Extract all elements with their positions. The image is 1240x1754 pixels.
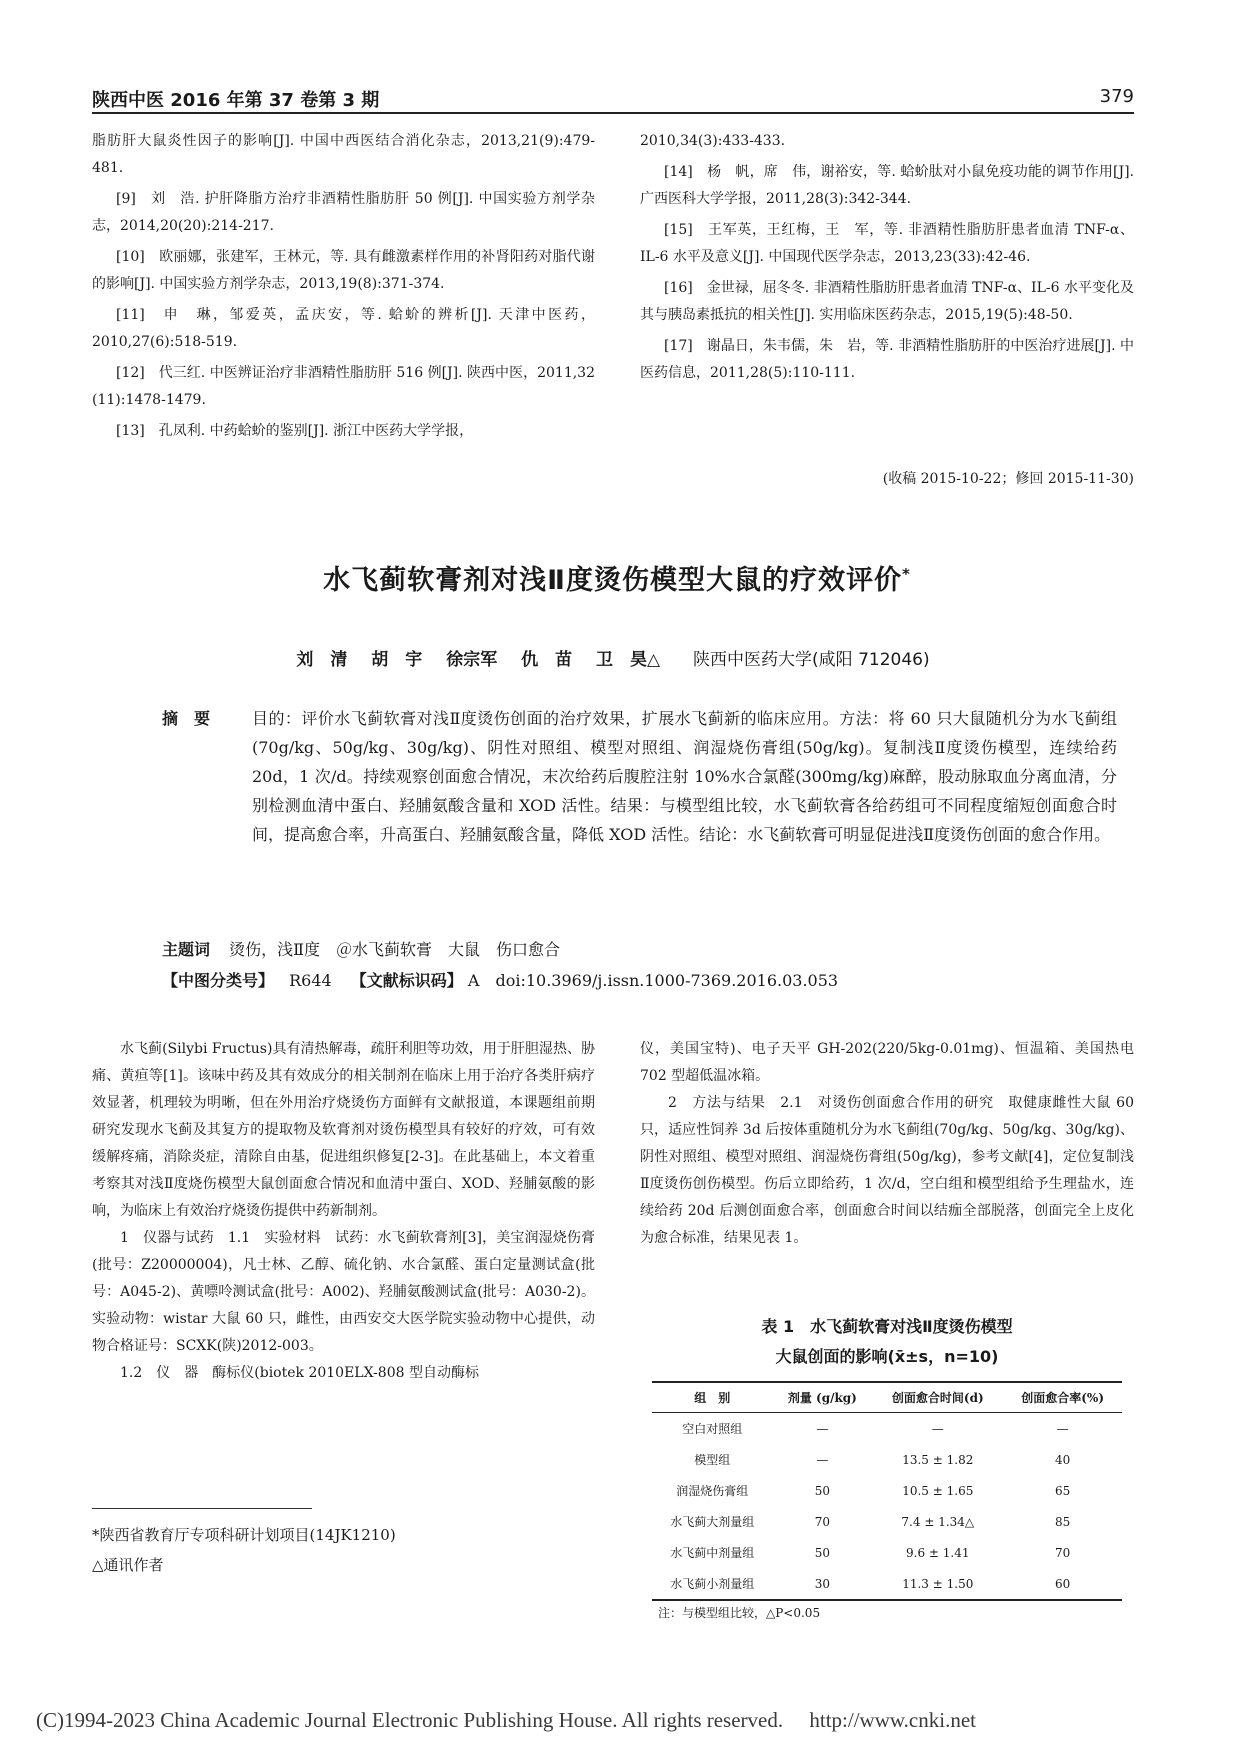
doc-code-value: A doi:10.3969/j.issn.1000-7369.2016.03.053 <box>467 971 839 990</box>
author-name: 仇 苗 <box>521 650 573 670</box>
table-cell: 40 <box>1055 1452 1071 1467</box>
running-header <box>92 86 1134 114</box>
article-title-text: 水飞蓟软膏剂对浅Ⅱ度烫伤模型大鼠的疗效评价 <box>323 565 902 596</box>
body-paragraph: 水飞蓟(Silybi Fructus)具有清热解毒，疏肝利胆等功效，用于肝胆湿热、胁痛、黄疸等[1]。该味中药及其有效成分的相关制剂在临床上用于治疗各类肝病疗效显著，机理较为明晰，但在外用治疗烧烫伤方面鲜有文献报道，本课题组前期研究发现水飞蓟及其复方的提取物及软膏剂对烫伤模型具有较好的疗效，可有效缓解疼痛，消除炎症，清除自由基，促进组织修复[2-3]。在此基础上，本文着重考察其对浅Ⅱ度烧伤模型大鼠创面愈合情况和血清中蛋白、XOD、羟脯氨酸的影响，为临床上有效治疗烧烫伤提供中药新制剂。 <box>92 1041 595 1219</box>
reference-item: [13] 孔凤利. 中药蛤蚧的鉴别[J]. 浙江中医药大学学报， <box>116 423 474 439</box>
table-cell: 9.6 ± 1.41 <box>906 1545 970 1560</box>
author-name: 胡 宇 <box>371 650 423 670</box>
reference-item: [11] 申 琳，邹爱英，孟庆安，等. 蛤蚧的辨析[J]. 天津中医药，2010,27(6):518-519. <box>92 307 595 350</box>
received-date: (收稿 2015-10-22；修回 2015-11-30) <box>882 471 1134 487</box>
keywords-line <box>162 937 560 960</box>
body-left-column <box>92 1036 595 1387</box>
abstract-text: 目的：评价水飞蓟软膏对浅Ⅱ度烫伤创面的治疗效果，扩展水飞蓟新的临床应用。方法：将 60 只大鼠随机分为水飞蓟组(70g/kg、50g/kg、30g/kg)、阴性对照组、模型对照组、润湿烧伤膏组(50g/kg)。复制浅Ⅱ度烫伤模型，连续给药 20d，1 次/d。持续观察创面愈合情况，末次给药后腹腔注射 10%水合氯醛(300mg/kg)麻醉，股动脉取血分离血清，分别检测血清中蛋白、羟脯氨酸含量和 XOD 活性。结果：与模型组比较，水飞蓟软膏各给药组可不同程度缩短创面愈合时间，提高愈合率，升高蛋白、羟脯氨酸含量，降低 XOD 活性。结论：水飞蓟软膏可明显促进浅Ⅱ度烫伤创面的愈合作用。 <box>252 709 1117 844</box>
column-header: 剂量 (g/kg) <box>772 1382 872 1413</box>
table-cell: 空白对照组 <box>682 1422 743 1436</box>
author-line <box>92 645 1134 670</box>
table-cell: 70 <box>1055 1545 1071 1560</box>
table-cell: 70 <box>814 1514 830 1529</box>
reference-item: [16] 金世禄，屈冬冬. 非酒精性脂肪肝患者血清 TNF-α、IL-6 水平变化及其与胰岛素抵抗的相关性[J]. 实用临床医药杂志，2015,19(5):48-50. <box>640 280 1134 323</box>
abstract-label: 摘 要 <box>162 709 211 728</box>
footnote-divider <box>92 1508 312 1509</box>
keywords-text: 烫伤，浅Ⅱ度 ＠水飞蓟软膏 大鼠 伤口愈合 <box>229 940 560 959</box>
table-cell: 11.3 ± 1.50 <box>872 1568 1003 1600</box>
references-left-column <box>92 128 595 449</box>
reference-item: [17] 谢晶日，朱韦儒，朱 岩，等. 非酒精性脂肪肝的中医治疗进展[J]. 中医药信息，2011,28(5):110-111. <box>640 338 1134 381</box>
table-subtitle: 大鼠创面的影响(x̄±s，n=10) <box>775 1347 999 1366</box>
table-row <box>652 1568 1122 1600</box>
author-name: 刘 清 <box>296 650 348 670</box>
table-cell: 60 <box>1003 1568 1122 1600</box>
affiliation: 陕西中医药大学(咸阳 712046) <box>693 650 930 670</box>
table-cell: 13.5 ± 1.82 <box>902 1452 974 1467</box>
copyright-line: (C)1994-2023 China Academic Journal Electronic Publishing House. All rights reserved. http://www.cnki.net <box>36 1708 976 1732</box>
column-header: 创面愈合时间(d) <box>872 1382 1003 1413</box>
reference-item: [15] 王军英，王红梅，王 军，等. 非酒精性脂肪肝患者血清 TNF-α、IL-6 水平及意义[J]. 中国现代医学杂志，2013,23(33):42-46. <box>640 222 1134 265</box>
results-table <box>652 1381 1122 1601</box>
table-cell: — <box>816 1421 829 1436</box>
table-cell: 润湿烧伤膏组 <box>676 1484 749 1498</box>
table-row <box>652 1475 1122 1506</box>
column-header: 组 别 <box>652 1382 772 1413</box>
reference-item: 2010,34(3):433-433. <box>640 133 786 149</box>
article-title <box>92 558 1142 597</box>
page-number: 379 <box>1099 86 1134 107</box>
table-note: 注：与模型组比较，△P<0.05 <box>658 1606 821 1620</box>
table-cell: 水飞蓟中剂量组 <box>670 1546 755 1560</box>
table-cell: 50 <box>814 1545 830 1560</box>
table-row <box>652 1444 1122 1475</box>
table-header-row <box>652 1382 1122 1413</box>
table-cell: 水飞蓟小剂量组 <box>652 1568 772 1600</box>
table-cell: 50 <box>814 1483 830 1498</box>
reference-item: [14] 杨 帆，席 伟，谢裕安，等. 蛤蚧肽对小鼠免疫功能的调节作用[J]. 广西医科大学学报，2011,28(3):342-344. <box>640 164 1134 207</box>
body-paragraph: 仪，美国宝特)、电子天平 GH-202(220/5kg-0.01mg)、恒温箱、美国热电 702 型超低温冰箱。 <box>640 1041 1134 1084</box>
table-cell: 水飞蓟大剂量组 <box>670 1515 755 1529</box>
table-title: 表 1 水飞蓟软膏对浅Ⅱ度烫伤模型 <box>761 1317 1013 1336</box>
doc-code-label: 【文献标识码】 <box>350 971 463 990</box>
footnote-funding: *陕西省教育厅专项科研计划项目(14JK1210) <box>92 1526 396 1544</box>
reference-item: [12] 代三红. 中医辨证治疗非酒精性脂肪肝 516 例[J]. 陕西中医，2011,32 (11):1478-1479. <box>92 365 595 408</box>
table-cell: 65 <box>1055 1483 1071 1498</box>
body-paragraph: 2 方法与结果 2.1 对烫伤创面愈合作用的研究 取健康雌性大鼠 60 只，适应性饲养 3d 后按体重随机分为水飞蓟组(70g/kg、50g/kg、30g/kg)、阴性对照组、模型对照组、润湿烧伤膏组(50g/kg)，参考文献[4]，定位复制浅Ⅱ度烫伤创伤模型。伤后立即给药，1 次/d，空白组和模型组给予生理盐水，连续给药 20d 后测创面愈合率，创面愈合时间以结痂全部脱落，创面完全上皮化为愈合标准，结果见表 1。 <box>640 1095 1134 1246</box>
table-row <box>652 1537 1122 1568</box>
table-cell: 10.5 ± 1.65 <box>902 1483 974 1498</box>
references-right-column <box>640 128 1134 391</box>
table-cell: 30 <box>772 1568 872 1600</box>
table-cell: — <box>816 1452 829 1467</box>
footnote-corresponding: △通讯作者 <box>92 1556 164 1574</box>
body-right-column <box>640 1036 1134 1252</box>
keywords-label: 主题词 <box>162 940 211 959</box>
table-cell: — <box>1056 1421 1069 1436</box>
abstract-block <box>162 704 1117 849</box>
reference-item: [9] 刘 浩. 护肝降脂方治疗非酒精性脂肪肝 50 例[J]. 中国实验方剂学杂志，2014,20(20):214-217. <box>92 191 595 234</box>
table-cell: 7.4 ± 1.34△ <box>901 1514 975 1529</box>
table-row <box>652 1506 1122 1537</box>
table-cell: — <box>931 1421 944 1436</box>
funding-mark: * <box>901 565 911 583</box>
body-paragraph: 1.2 仪 器 酶标仪(biotek 2010ELX-808 型自动酶标 <box>120 1365 479 1381</box>
classification-line <box>162 968 838 991</box>
table-cell: 模型组 <box>694 1453 731 1467</box>
body-paragraph: 1 仪器与试药 1.1 实验材料 试药：水飞蓟软膏剂[3]，美宝润湿烧伤膏(批号：Z20000004)，凡士林、乙醇、硫化钠、水合氯醛、蛋白定量测试盒(批号：A045-2)、黄嘌呤测试盒(批号：A002)、羟脯氨酸测试盒(批号：A030-2)。实验动物：wistar 大鼠 60 只，雌性，由西安交大医学院实验动物中心提供，动物合格证号：SCXK(陕)2012-003。 <box>92 1230 595 1354</box>
reference-item: 脂肪肝大鼠炎性因子的影响[J]. 中国中西医结合消化杂志，2013,21(9):479-481. <box>92 133 595 176</box>
class-value: R644 <box>289 971 332 990</box>
reference-item: [10] 欧丽娜，张建军，王林元，等. 具有雌激素样作用的补肾阳药对脂代谢的影响[J]. 中国实验方剂学杂志，2013,19(8):371-374. <box>92 249 595 292</box>
author-name: 徐宗军 <box>446 650 498 670</box>
journal-issue: 陕西中医 2016 年第 37 卷第 3 期 <box>92 90 380 111</box>
class-label: 【中图分类号】 <box>162 971 275 990</box>
table-row <box>652 1413 1122 1445</box>
column-header: 创面愈合率(%) <box>1003 1382 1122 1413</box>
table-cell: 85 <box>1055 1514 1071 1529</box>
author-name: 卫 昊△ <box>596 650 661 670</box>
